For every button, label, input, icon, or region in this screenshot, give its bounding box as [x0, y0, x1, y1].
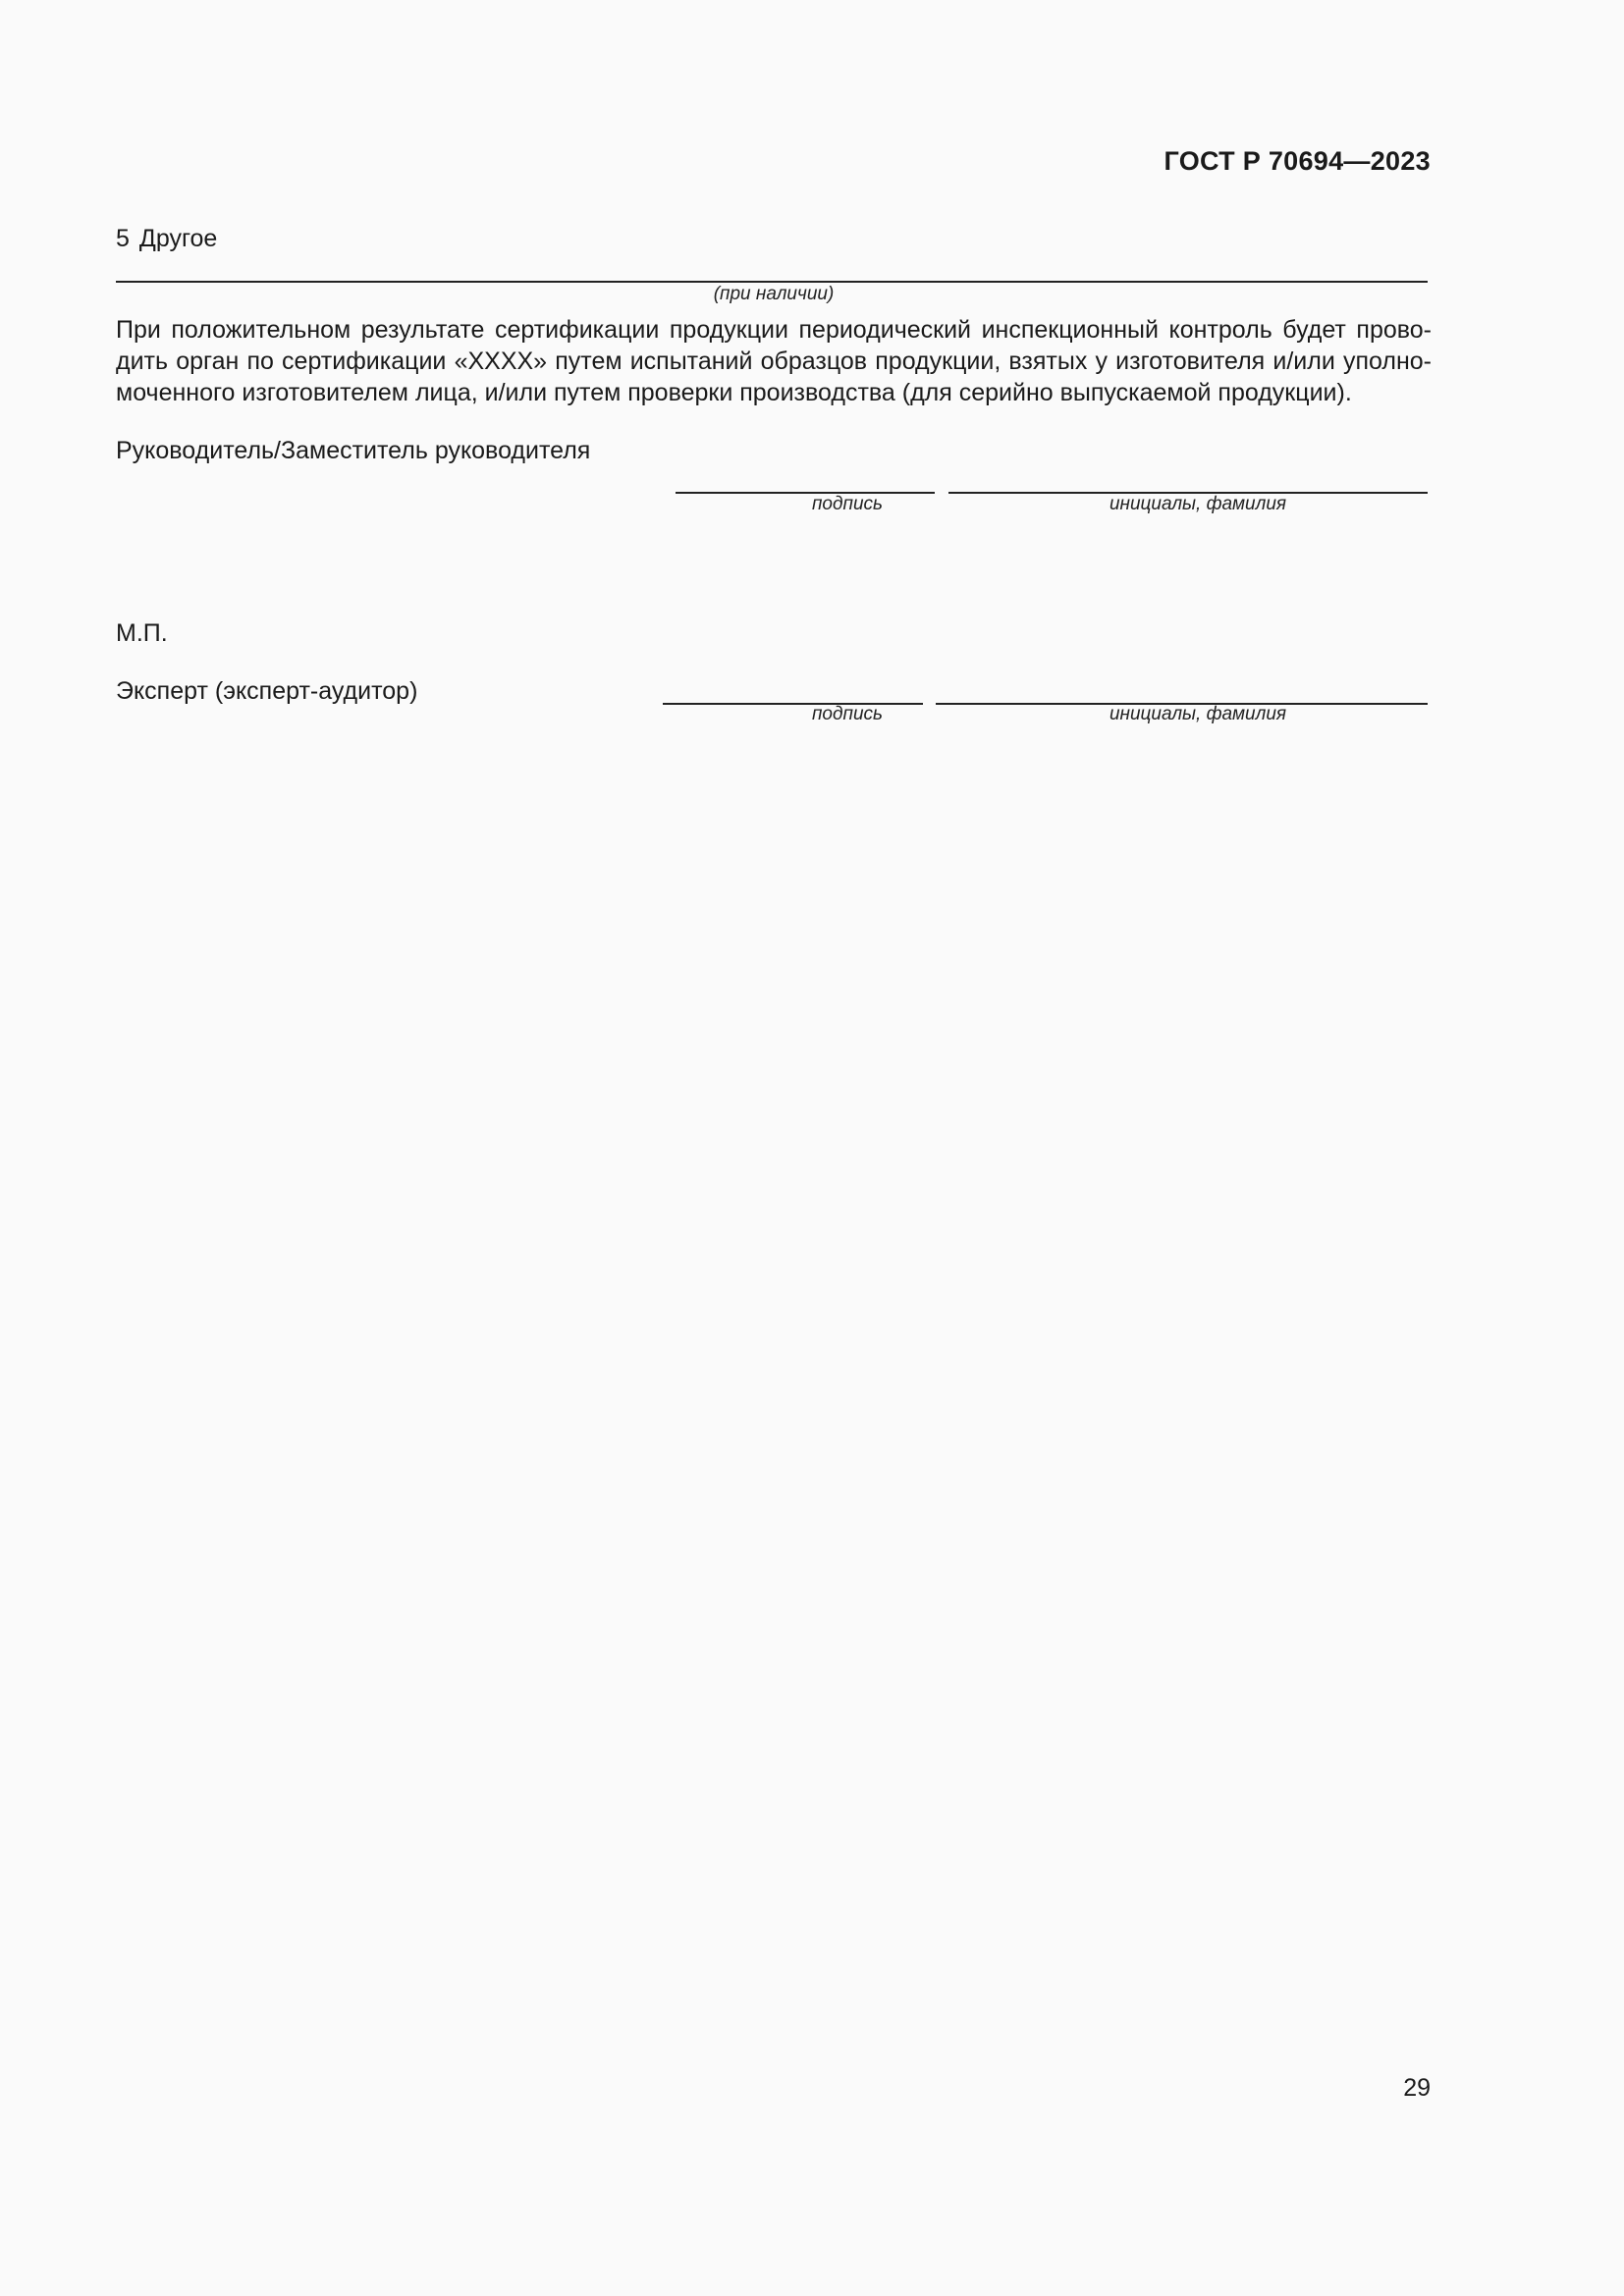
section-fill-line	[116, 281, 1428, 283]
section-number: 5	[116, 225, 130, 252]
expert-signature-caption: подпись	[811, 704, 884, 724]
head-label: Руководитель/Заместитель руководителя	[116, 437, 591, 464]
section-caption: (при наличии)	[713, 284, 835, 304]
standard-code: ГОСТ Р 70694—2023	[1164, 146, 1431, 176]
body-paragraph: При положительном результате сертификации продукции периодический инспекционный контроль будет прово-дить орган по сертификации «ХХХХ» путем испытаний образцов продукции, взятых у изготовителя и/или уполно-моченного изготовителем лица, и/или путем проверки производства (для серийно выпускаемой продукции).	[116, 316, 1432, 406]
page-number: 29	[1403, 2074, 1431, 2102]
head-name-caption: инициалы, фамилия	[1109, 494, 1287, 514]
section-title: Другое	[138, 225, 218, 252]
head-signature-caption: подпись	[811, 494, 884, 514]
expert-label: Эксперт (эксперт-аудитор)	[116, 677, 418, 705]
expert-name-caption: инициалы, фамилия	[1109, 704, 1287, 724]
section-heading	[116, 225, 217, 253]
stamp-label: М.П.	[116, 619, 168, 647]
